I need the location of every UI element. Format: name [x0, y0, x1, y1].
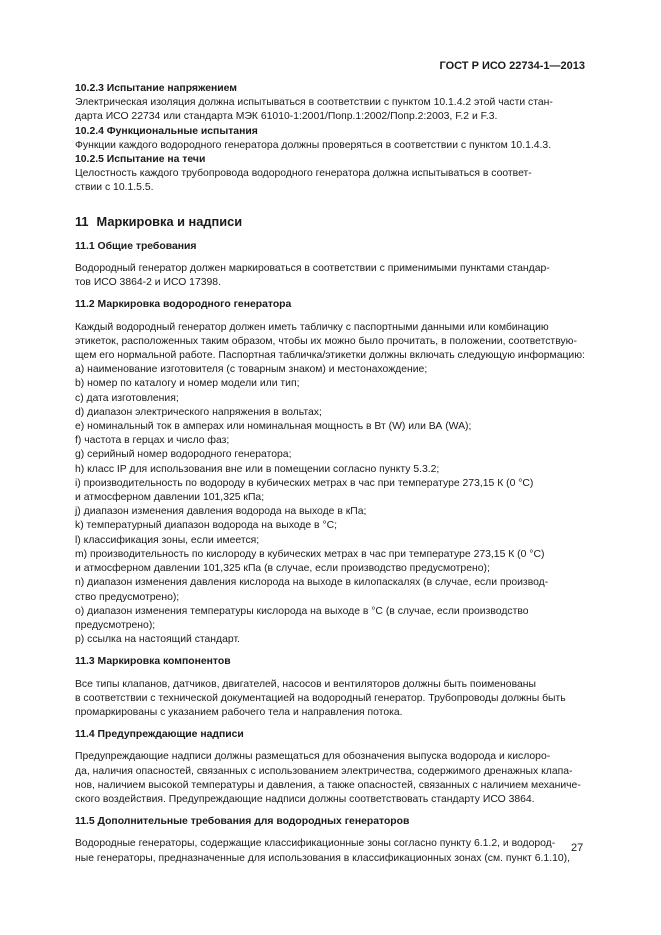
document-header: ГОСТ Р ИСО 22734-1—2013	[439, 60, 585, 72]
page-number: 27	[571, 842, 584, 854]
heading-10-2-4: 10.2.4 Функциональные испытания	[75, 125, 258, 137]
list-item: i) производительность по водороду в кубических метрах в час при температуре 273,15 К (0 °С)	[75, 477, 534, 489]
document-body	[75, 82, 585, 866]
list-item: h) класс IP для использования вне или в помещении согласно пункту 5.3.2;	[75, 463, 440, 475]
paragraph-line: Функции каждого водородного генератора должны проверяться в соответствии с пунктом 10.1.4.3.	[75, 139, 552, 151]
paragraph-line: дарта ИСО 22734 или стандарта МЭК 61010-1:2001/Попр.1:2002/Попр.2:2003, F.2 и F.3.	[75, 111, 498, 123]
list-item: l) классификация зоны, если имеется;	[75, 534, 260, 546]
heading-11-5: 11.5 Дополнительные требования для водородных генераторов	[75, 816, 410, 828]
list-item: c) дата изготовления;	[75, 392, 179, 404]
list-item: p) ссылка на настоящий стандарт.	[75, 634, 240, 646]
heading-11-4: 11.4 Предупреждающие надписи	[75, 729, 244, 741]
heading-11-3: 11.3 Маркировка компонентов	[75, 656, 231, 668]
heading-11-1: 11.1 Общие требования	[75, 240, 197, 252]
heading-11-2: 11.2 Маркировка водородного генератора	[75, 299, 292, 311]
list-item: b) номер по каталогу и номер модели или тип;	[75, 378, 300, 390]
paragraph-line: Водородные генераторы, содержащие классификационные зоны согласно пункту 6.1.2, и водород-	[75, 838, 556, 850]
paragraph-line: ского воздействия. Предупреждающие надписи должны соответствовать стандарту ИСО 3864.	[75, 793, 535, 805]
paragraph-line: в соответствии с технической документацией на водородный генератор. Трубопроводы должны быть	[75, 692, 566, 704]
list-item: o) диапазон изменения температуры кислорода на выходе в °С (в случае, если производство	[75, 605, 529, 617]
section-heading-11	[75, 215, 585, 229]
list-item-continuation: и атмосферном давлении 101,325 кПа (в случае, если производство предусмотрено);	[75, 563, 490, 575]
paragraph-line: нов, наличием высокой температуры и давления, а также опасностей, связанных с наличием механиче-	[75, 779, 581, 791]
list-item: n) диапазон изменения давления кислорода на выходе в килопаскалях (в случае, если производ-	[75, 577, 549, 589]
paragraph-line: да, наличия опасностей, связанных с использованием электричества, содержимого дренажных клапа-	[75, 765, 573, 777]
paragraph-line: ные генераторы, предназначенные для использования в классификационных зонах (см. пункт 6.1.10),	[75, 852, 571, 864]
paragraph-line: Целостность каждого трубопровода водородного генератора должна испытываться в соответ-	[75, 168, 532, 180]
list-item: a) наименование изготовителя (с товарным знаком) и местонахождение;	[75, 364, 428, 376]
paragraph-line: этикеток, расположенных таким образом, чтобы их можно было прочитать, в положении, соответствую-	[75, 335, 577, 347]
list-item: g) серийный номер водородного генератора;	[75, 449, 292, 461]
paragraph-line: Каждый водородный генератор должен иметь табличку с паспортными данными или комбинацию	[75, 321, 549, 333]
list-item-continuation: ство предусмотрено);	[75, 591, 180, 603]
list-item: f) частота в герцах и число фаз;	[75, 435, 230, 447]
paragraph-line: промаркированы с указанием рабочего тела и направления потока.	[75, 706, 403, 718]
paragraph-line: Предупреждающие надписи должны размещаться для обозначения выпуска водорода и кислоро-	[75, 751, 551, 763]
paragraph-line: Электрическая изоляция должна испытываться в соответствии с пунктом 10.1.4.2 этой части стан-	[75, 97, 553, 109]
list-item: k) температурный диапазон водорода на выходе в °С;	[75, 520, 338, 532]
heading-10-2-3: 10.2.3 Испытание напряжением	[75, 83, 237, 94]
heading-10-2-5: 10.2.5 Испытание на течи	[75, 154, 206, 166]
list-item: e) номинальный ток в амперах или номинальная мощность в Вт (W) или ВА (WA);	[75, 421, 472, 433]
list-item: d) диапазон электрического напряжения в вольтах;	[75, 406, 322, 418]
paragraph-line: ствии с 10.1.5.5.	[75, 182, 154, 194]
paragraph-line: Все типы клапанов, датчиков, двигателей, насосов и вентиляторов должны быть поименованы	[75, 678, 536, 690]
list-item: m) производительность по кислороду в кубических метрах в час при температуре 273,15 К (0 °С)	[75, 548, 545, 560]
section-title: Маркировка и надписи	[96, 213, 243, 229]
list-item-continuation: и атмосферном давлении 101,325 кПа;	[75, 492, 265, 504]
paragraph-line: тов ИСО 3864-2 и ИСО 17398.	[75, 277, 221, 289]
section-number: 11	[75, 213, 89, 229]
paragraph-line: щем его нормальной работе. Паспортная табличка/этикетки должны включать следующую информацию:	[75, 350, 585, 362]
list-item-continuation: предусмотрено);	[75, 619, 156, 631]
list-item: j) диапазон изменения давления водорода на выходе в кПа;	[75, 506, 367, 518]
paragraph-line: Водородный генератор должен маркироваться в соответствии с применимыми пунктами стандар-	[75, 263, 550, 275]
